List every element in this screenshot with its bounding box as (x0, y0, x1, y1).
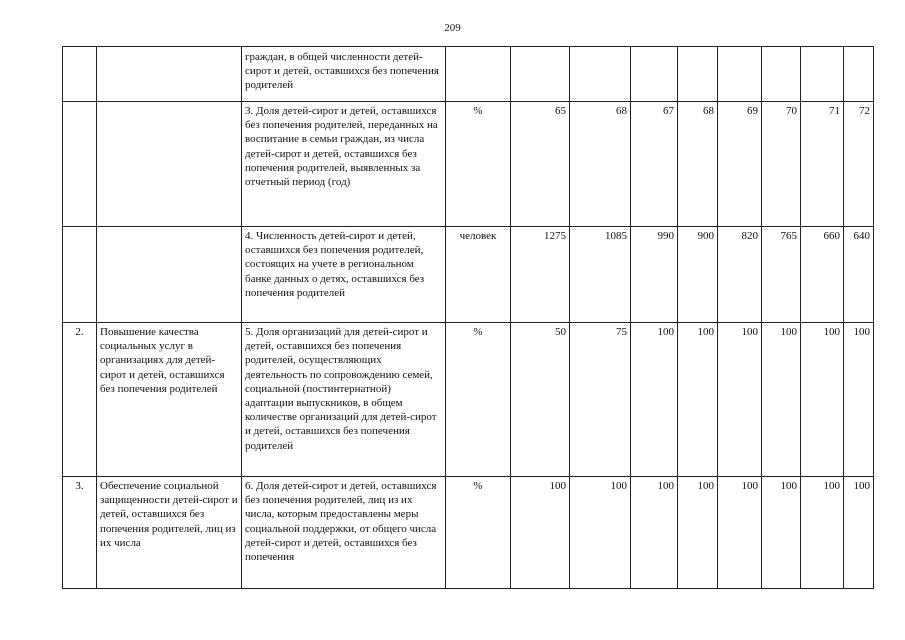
value-cell: 765 (762, 227, 801, 323)
value-cell: 50 (511, 323, 570, 477)
value-cell: 1275 (511, 227, 570, 323)
value-cell: 75 (570, 323, 631, 477)
value-cell: 70 (762, 102, 801, 227)
value-cell: 900 (678, 227, 718, 323)
value-cell: 100 (678, 323, 718, 477)
unit-cell: человек (446, 227, 511, 323)
value-cell: 820 (718, 227, 762, 323)
goal-cell: Повышение качества социальных услуг в организациях для детей-сирот и детей, оставшихся без попечения родителей (97, 323, 242, 477)
value-cell: 67 (631, 102, 678, 227)
value-cell (678, 47, 718, 102)
value-cell: 100 (511, 477, 570, 589)
table-row (63, 227, 874, 323)
unit-cell: % (446, 102, 511, 227)
value-cell: 65 (511, 102, 570, 227)
goal-cell (97, 227, 242, 323)
table-row (63, 323, 874, 477)
value-cell: 100 (718, 477, 762, 589)
indicator-cell: 4. Численность детей-сирот и детей, оставшихся без попечения родителей, состоящих на учете в региональном банке данных о детях, оставшихся без попечения родителей (242, 227, 446, 323)
value-cell (718, 47, 762, 102)
indicator-cell: 5. Доля организаций для детей-сирот и детей, оставшихся без попечения родителей, осуществляющих деятельность по сопровождению семей, социальной (постинтернатной) адаптации выпускников, в общем количестве организаций для детей-сирот и детей, оставшихся без попечения родителей (242, 323, 446, 477)
value-cell: 100 (844, 477, 874, 589)
unit-cell (446, 47, 511, 102)
value-cell: 100 (762, 323, 801, 477)
value-cell (631, 47, 678, 102)
row-number (63, 102, 97, 227)
value-cell: 100 (718, 323, 762, 477)
value-cell: 72 (844, 102, 874, 227)
value-cell (762, 47, 801, 102)
goal-cell (97, 102, 242, 227)
unit-cell: % (446, 323, 511, 477)
table-row (63, 477, 874, 589)
row-number (63, 227, 97, 323)
indicator-cell: граждан, в общей численности детей-сирот и детей, оставшихся без попечения родителей (242, 47, 446, 102)
value-cell (570, 47, 631, 102)
value-cell: 990 (631, 227, 678, 323)
page-number: 209 (444, 22, 461, 34)
value-cell: 1085 (570, 227, 631, 323)
indicator-cell: 6. Доля детей-сирот и детей, оставшихся без попечения родителей, лиц из их числа, которым предоставлены меры социальной поддержки, от общего числа детей-сирот и детей, оставшихся без попечения (242, 477, 446, 589)
table-row (63, 102, 874, 227)
value-cell: 100 (844, 323, 874, 477)
goal-cell: Обеспечение социальной защищенности детей-сирот и детей, оставшихся без попечения родителей, лиц из их числа (97, 477, 242, 589)
value-cell: 100 (570, 477, 631, 589)
row-number: 3. (63, 477, 97, 589)
value-cell (801, 47, 844, 102)
unit-cell: % (446, 477, 511, 589)
value-cell (844, 47, 874, 102)
row-number: 2. (63, 323, 97, 477)
row-number (63, 47, 97, 102)
value-cell: 68 (678, 102, 718, 227)
value-cell: 100 (762, 477, 801, 589)
value-cell: 100 (678, 477, 718, 589)
indicators-table (62, 46, 874, 589)
table-row (63, 47, 874, 102)
value-cell: 100 (801, 477, 844, 589)
value-cell: 640 (844, 227, 874, 323)
value-cell: 100 (631, 477, 678, 589)
value-cell: 660 (801, 227, 844, 323)
indicator-cell: 3. Доля детей-сирот и детей, оставшихся без попечения родителей, переданных на воспитание в семьи граждан, из числа детей-сирот и детей, оставшихся без попечения родителей, выявленных за отчетный период (год) (242, 102, 446, 227)
value-cell: 71 (801, 102, 844, 227)
value-cell: 69 (718, 102, 762, 227)
value-cell: 100 (801, 323, 844, 477)
value-cell (511, 47, 570, 102)
value-cell: 100 (631, 323, 678, 477)
goal-cell (97, 47, 242, 102)
value-cell: 68 (570, 102, 631, 227)
